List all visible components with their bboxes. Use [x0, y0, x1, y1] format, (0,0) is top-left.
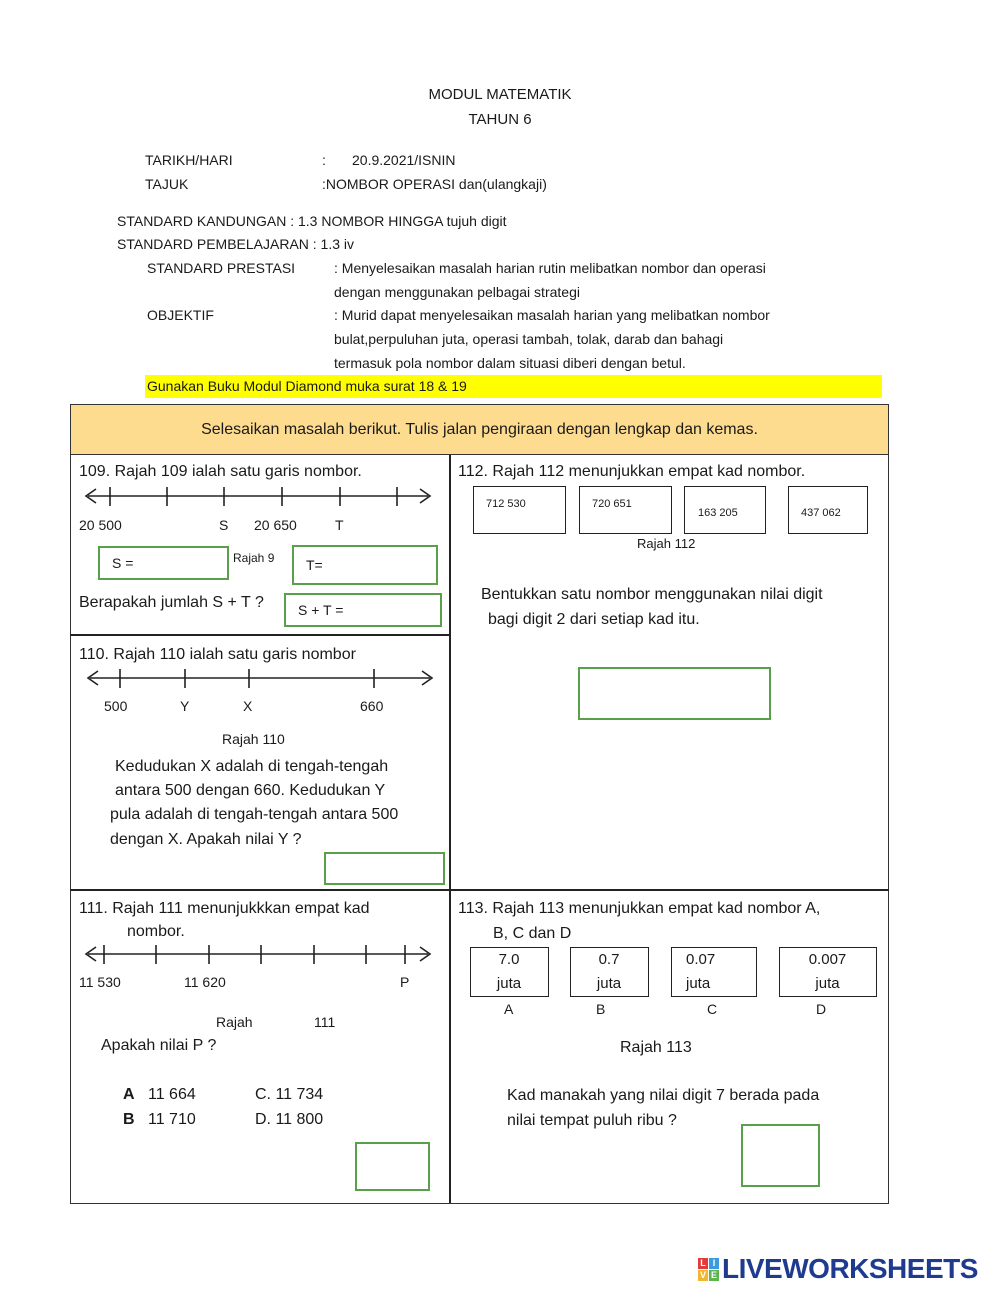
q112-caption: Rajah 112: [637, 536, 696, 551]
q110-title: 110. Rajah 110 ialah satu garis nombor: [79, 646, 356, 663]
topic-value: :NOMBOR OPERASI dan(ulangkaji): [322, 176, 547, 192]
q113-card-c: [671, 947, 757, 997]
q113-text-1: Kad manakah yang nilai digit 7 berada pada: [507, 1087, 820, 1104]
q111-option-b[interactable]: 11 710: [148, 1111, 196, 1128]
q111-caption-b: 111: [314, 1014, 336, 1030]
q110-label-500: 500: [104, 698, 128, 714]
q113-answer-box[interactable]: [741, 1124, 820, 1187]
q111-label-p: P: [400, 974, 410, 990]
q110-text-3: pula adalah di tengah-tengah antara 500: [110, 806, 399, 823]
q113-card-c-value: 0.07: [686, 951, 716, 968]
q111-answer-box[interactable]: [355, 1142, 430, 1191]
reference-text: Gunakan Buku Modul Diamond muka surat 18 & 19: [147, 378, 467, 394]
q113-text-2: nilai tempat puluh ribu ?: [507, 1112, 677, 1129]
q113-letter-c: C: [707, 1001, 718, 1017]
standard-prestasi-label: STANDARD PRESTASI: [147, 260, 296, 276]
q113-title-2: B, C dan D: [493, 925, 572, 942]
q110-text-4: dengan X. Apakah nilai Y ?: [110, 831, 302, 848]
q113-card-b-unit: juta: [596, 975, 622, 992]
q111-option-d[interactable]: D. 11 800: [255, 1111, 324, 1128]
standard-prestasi-text-2: dengan menggunakan pelbagai strategi: [334, 284, 580, 300]
q113-letter-b: B: [596, 1001, 606, 1017]
q113-caption: Rajah 113: [620, 1039, 692, 1056]
q113-card-a: [470, 947, 549, 997]
q111-option-a[interactable]: 11 664: [148, 1086, 196, 1103]
q112-text-2: bagi digit 2 dari setiap kad itu.: [488, 611, 700, 628]
module-year: TAHUN 6: [468, 111, 532, 128]
logo-letter-l: L: [698, 1258, 708, 1269]
logo-letter-e: E: [710, 1270, 717, 1280]
q109-label-start: 20 500: [79, 517, 122, 533]
liveworksheets-brand: LIVEWORKSHEETS: [722, 1253, 978, 1284]
q111-label-mid: 11 620: [184, 974, 226, 990]
q112-card-4-value: 437 062: [801, 507, 841, 519]
q113-card-d-value: 0.007: [808, 951, 847, 968]
q112-text-1: Bentukkan satu nombor menggunakan nilai digit: [481, 586, 823, 603]
q112-title: 112. Rajah 112 menunjukkan empat kad nombor.: [458, 463, 806, 480]
standard-kandungan: STANDARD KANDUNGAN : 1.3 NOMBOR HINGGA tujuh digit: [117, 213, 507, 229]
q112-card-3-value: 163 205: [698, 507, 738, 519]
q109-label-t: T: [335, 517, 344, 533]
date-value: 20.9.2021/ISNIN: [352, 152, 456, 168]
q113-card-d-unit: juta: [815, 975, 840, 992]
topic-label: TAJUK: [145, 176, 189, 192]
q113-letter-a: A: [504, 1001, 514, 1017]
instruction-text: Selesaikan masalah berikut. Tulis jalan pengiraan dengan lengkap dan kemas.: [201, 421, 758, 438]
standard-pembelajaran: STANDARD PEMBELAJARAN : 1.3 iv: [117, 236, 355, 252]
q109-s-box-label: S =: [112, 555, 134, 571]
q110-label-y: Y: [180, 698, 190, 714]
q110-text-2: antara 500 dengan 660. Kedudukan Y: [115, 782, 386, 799]
objektif-text-3: termasuk pola nombor dalam situasi diberi dengan betul.: [334, 355, 686, 371]
q109-label-s: S: [219, 517, 229, 533]
q111-caption-a: Rajah: [216, 1014, 253, 1030]
objektif-text: : Murid dapat menyelesaikan masalah harian yang melibatkan nombor: [334, 307, 770, 323]
date-separator: :: [322, 152, 326, 168]
objektif-text-2: bulat,perpuluhan juta, operasi tambah, tolak, darab dan bahagi: [334, 331, 724, 347]
q110-text-1: Kedudukan X adalah di tengah-tengah: [115, 758, 389, 775]
q109-caption: Rajah 9: [233, 551, 275, 565]
q113-card-a-unit: juta: [496, 975, 522, 992]
q112-card-1-value: 712 530: [486, 498, 526, 510]
q109-sum-box-label: S + T =: [298, 602, 344, 618]
q109-question: Berapakah jumlah S + T ?: [79, 594, 264, 611]
logo-letter-v: V: [699, 1270, 706, 1280]
module-title: MODUL MATEMATIK: [428, 86, 572, 103]
logo-letter-i: I: [709, 1258, 719, 1269]
q113-card-b-value: 0.7: [598, 951, 620, 968]
date-label: TARIKH/HARI: [145, 152, 233, 168]
q113-card-b: [570, 947, 649, 997]
q111-option-b-letter: B: [123, 1111, 135, 1128]
q113-card-d: [779, 947, 877, 997]
q110-label-x: X: [243, 698, 253, 714]
q111-label-start: 11 530: [79, 974, 121, 990]
q112-card-2-value: 720 651: [592, 498, 632, 510]
q113-letter-d: D: [816, 1001, 827, 1017]
liveworksheets-logo-icon: [698, 1258, 720, 1282]
standard-prestasi-text: : Menyelesaikan masalah harian rutin melibatkan nombor dan operasi: [334, 260, 766, 276]
q111-title-1: 111. Rajah 111 menunjukkkan empat kad: [79, 900, 370, 917]
q111-title-2: nombor.: [127, 923, 185, 940]
q109-label-mid: 20 650: [254, 517, 297, 533]
q111-option-c[interactable]: C. 11 734: [255, 1086, 324, 1103]
q109-t-box-label: T=: [306, 557, 323, 573]
q110-label-660: 660: [360, 698, 384, 714]
q113-card-c-unit: juta: [686, 975, 711, 992]
q111-option-a-letter: A: [123, 1086, 135, 1103]
objektif-label: OBJEKTIF: [147, 307, 214, 323]
q110-caption: Rajah 110: [222, 731, 285, 747]
q113-card-a-value: 7.0: [498, 951, 520, 968]
q113-title-1: 113. Rajah 113 menunjukkan empat kad nombor A,: [458, 900, 821, 917]
q109-title: 109. Rajah 109 ialah satu garis nombor.: [79, 463, 362, 480]
q111-question: Apakah nilai P ?: [101, 1037, 217, 1054]
